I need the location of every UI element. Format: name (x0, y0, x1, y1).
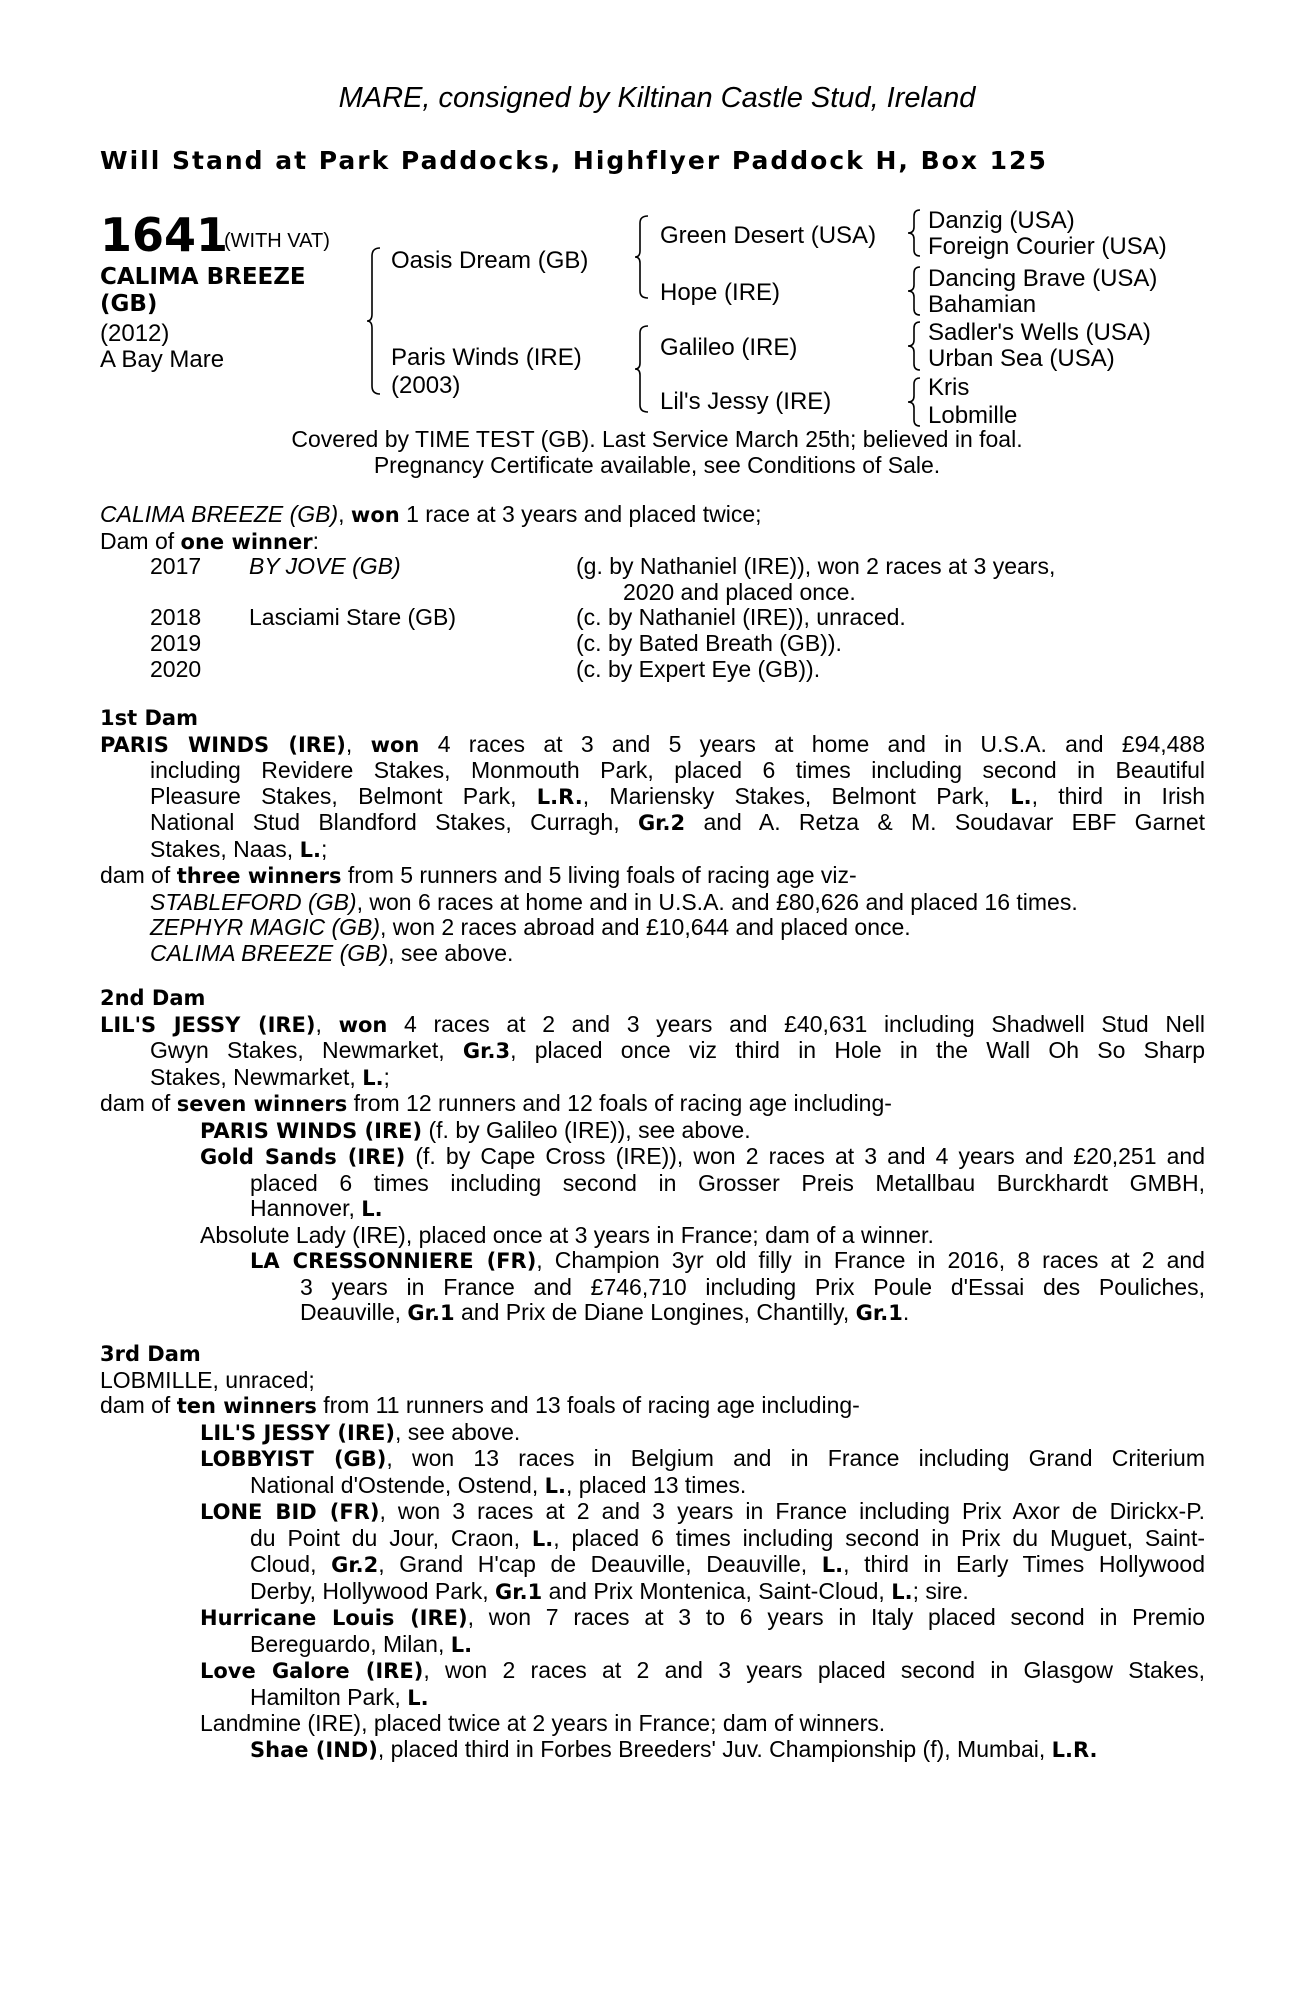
pedigree-sdd: Bahamian (928, 291, 1037, 318)
pedigree-brace-sire (634, 214, 650, 300)
consignor-line: MARE, consigned by Kiltinan Castle Stud, Ireland (338, 82, 976, 114)
progeny-text: , placed 6 times including second in Prix du Muguet, Saint- (553, 1524, 1206, 1551)
progeny-name: PARIS WINDS (IRE) (200, 1118, 423, 1143)
progeny-text: Hamilton Park, (250, 1683, 408, 1710)
race-grade: L. (891, 1579, 913, 1604)
progeny-text: (f. by Galileo (IRE)), see above. (422, 1116, 751, 1143)
progeny-text: , won 2 races abroad and £10,644 and placed once. (380, 914, 911, 940)
progeny-text: , see above. (388, 939, 514, 966)
pedigree-sds: Dancing Brave (USA) (928, 265, 1158, 292)
section-heading: 2nd Dam (100, 986, 206, 1010)
progeny-details: (c. by Expert Eye (GB)). (576, 656, 821, 682)
pedigree-ddd: Lobmille (928, 402, 1018, 429)
winners-count: seven winners (176, 1092, 348, 1116)
horse-description: A Bay Mare (100, 346, 225, 373)
progeny-text: and Prix Montenica, Saint-Cloud, (542, 1577, 892, 1604)
progeny-text: and Prix de Diane Longines, Chantilly, (454, 1299, 856, 1325)
record-colon: : (312, 527, 319, 554)
covering-note (0, 426, 1314, 478)
pedigree-brace-ss (906, 208, 922, 258)
record-text: 1 race at 3 years and placed twice; (399, 501, 762, 527)
progeny-text: Absolute Lady (IRE), placed once at 3 years in France; dam of a winner. (200, 1221, 934, 1248)
progeny-text: , Grand H'cap de Deauville, Deauville, (378, 1551, 822, 1577)
race-grade: Gr.3 (462, 1039, 511, 1063)
winners-count: ten winners (176, 1394, 317, 1418)
race-grade: L. (544, 1473, 566, 1498)
lot-number: 1641 (100, 208, 229, 262)
progeny-text: , won 13 races in Belgium and in France including Grand Criterium (386, 1445, 1206, 1471)
progeny-name: Shae (IND) (250, 1737, 378, 1762)
race-grade: L. (361, 1197, 383, 1221)
progeny-name: ZEPHYR MAGIC (GB) (150, 914, 381, 940)
record-won: won (350, 503, 400, 527)
covering-line: Covered by TIME TEST (GB). Last Service March 25th; believed in foal. (291, 426, 1023, 452)
dam-text: ; (383, 1063, 390, 1090)
second-dam-section: 2nd Dam LIL'S JESSY (IRE), won 4 races at 2 and 3 years and £40,631 including Shadwell Stud Nell Gwyn Stakes, Newmarket, Gr.3, placed once viz third in Hole in the Wall Oh So Sharp Stakes, Newmarket, L.; dam of seven winners from 12 runners and 12 foals of racing age including- PARIS WINDS (IRE) (f. by Galileo (IRE)), see above. Gold Sands (IRE) (f. by Cape Cross (IRE)), won 2 races at 3 and 4 years and £20,251 and placed 6 times including second in Grosser Preis Metallbau Burckhardt GMBH, Hannover, L. Absolute Lady (IRE), placed once at 3 years in France; dam of a winner. LA CRESSONNIERE (FR), Champion 3yr old filly in France in 2016, 8 races at 2 and 3 years in France and £746,710 including Prix Poule d'Essai des Pouliches, Deauville, Gr.1 and Prix de Diane Longines, Chantilly, Gr.1. (100, 986, 1205, 1325)
pedigree-brace-dam (634, 324, 650, 414)
dam-name: LOBMILLE, unraced; (100, 1366, 315, 1393)
pedigree-sss: Danzig (USA) (928, 207, 1075, 234)
race-grade: L. (450, 1632, 473, 1657)
race-grade: L. (531, 1526, 554, 1551)
dam-text: 4 races at 2 and 3 years and £40,631 including Shadwell Stud Nell (387, 1010, 1205, 1037)
progeny-text: Bereguardo, Milan, (250, 1630, 451, 1657)
pedigree-brace-dd (906, 376, 922, 428)
race-grade: L. (362, 1065, 384, 1090)
pedigree-brace-main (366, 246, 382, 396)
progeny-name: Lasciami Stare (GB) (249, 604, 457, 630)
progeny-details: (g. by Nathaniel (IRE)), won 2 races at 3 years, (576, 553, 1056, 579)
dam-text: National Stud Blandford Stakes, Curragh, (150, 809, 638, 835)
progeny-name: BY JOVE (GB) (249, 553, 401, 579)
progeny-text: ; sire. (912, 1577, 969, 1604)
progeny-text: Deauville, (300, 1299, 408, 1325)
vat-note: (WITH VAT) (224, 230, 330, 252)
pedigree-sire: Oasis Dream (GB) (391, 247, 589, 274)
record-winners: one winner (180, 529, 313, 554)
progeny-details-cont: 2020 and placed once. (623, 579, 856, 605)
race-grade: Gr.2 (331, 1553, 379, 1577)
race-grade: Gr.1 (495, 1579, 543, 1604)
progeny-text: Landmine (IRE), placed twice at 2 years in France; dam of winners. (200, 1710, 886, 1736)
progeny-name: Gold Sands (IRE) (200, 1145, 406, 1169)
race-grade: L.R. (1051, 1737, 1098, 1762)
progeny-year: 2018 (150, 604, 202, 630)
progeny-name: Love Galore (IRE) (200, 1659, 424, 1683)
record-horse-name: CALIMA BREEZE (GB) (100, 501, 339, 527)
progeny-text: , won 6 races at home and in U.S.A. and £80,626 and placed 16 times. (356, 888, 1078, 915)
dam-name: LIL'S JESSY (IRE) (100, 1012, 316, 1037)
dam-text: including Revidere Stakes, Monmouth Park, placed 6 times including second in Beautiful (150, 757, 1205, 783)
winners-count: three winners (176, 864, 342, 888)
progeny-text: du Point du Jour, Craon, (250, 1524, 532, 1551)
pedigree-dsd: Urban Sea (USA) (928, 345, 1115, 372)
progeny-text: , see above. (394, 1418, 521, 1445)
pedigree-dam-year: (2003) (391, 372, 461, 399)
progeny-details: (c. by Bated Breath (GB)). (576, 630, 842, 656)
progeny-text: , won 2 races at 2 and 3 years placed second in Glasgow Stakes, (423, 1657, 1205, 1683)
first-dam-section: 1st Dam PARIS WINDS (IRE), won 4 races at 3 and 5 years at home and in U.S.A. and £94,488 including Revidere Stakes, Monmouth Park, placed 6 times including second in Beautiful Pleasure Stakes, Belmont Park, L.R., Mariensky Stakes, Belmont Park, L., third in Irish National Stud Blandford Stakes, Curragh, Gr.2 and A. Retza & M. Soudavar EBF Garnet Stakes, Naas, L.; dam of three winners from 5 runners and 5 living foals of racing age viz- STABLEFORD (GB), won 6 races at home and in U.S.A. and £80,626 and placed 16 times. ZEPHYR MAGIC (GB), won 2 races abroad and £10,644 and placed once. CALIMA BREEZE (GB), see above. (100, 706, 1205, 966)
dam-text: , Mariensky Stakes, Belmont Park, (582, 782, 1011, 809)
progeny-text: . (902, 1299, 910, 1325)
progeny-text: , won 3 races at 2 and 3 years in France including Prix Axor de Dirickx-P. (379, 1498, 1205, 1524)
dam-text: Stakes, Naas, (150, 835, 300, 862)
dam-of-text: from 12 runners and 12 foals of racing age including- (347, 1090, 892, 1116)
progeny-name: Hurricane Louis (IRE) (200, 1606, 468, 1630)
dam-of: dam of (100, 862, 177, 888)
dam-text: Gwyn Stakes, Newmarket, (150, 1037, 463, 1063)
race-grade: L. (407, 1685, 429, 1710)
pregnancy-line: Pregnancy Certificate available, see Conditions of Sale. (373, 452, 941, 478)
progeny-text: , Champion 3yr old filly in France in 2016, 8 races at 2 and (536, 1247, 1205, 1273)
dam-text: 4 races at 3 and 5 years at home and in U.S.A. and £94,488 (419, 730, 1205, 757)
progeny-text: Hannover, (250, 1195, 362, 1221)
dam-won: won (338, 1012, 388, 1037)
section-heading: 3rd Dam (100, 1342, 201, 1366)
dam-text: Stakes, Newmarket, (150, 1063, 363, 1090)
dam-text: ; (320, 835, 328, 862)
progeny-year: 2020 (150, 656, 202, 682)
dam-text: and A. Retza & M. Soudavar EBF Garnet (685, 809, 1205, 835)
stand-location: Will Stand at Park Paddocks, Highflyer Paddock H, Box 125 (100, 146, 1048, 175)
progeny-text: Cloud, (250, 1551, 332, 1577)
dam-text: , placed once viz third in Hole in the Wall Oh So Sharp (510, 1037, 1205, 1063)
horse-name-country: (GB) (100, 291, 158, 317)
race-grade: L.R. (536, 784, 583, 809)
progeny-text: National d'Ostende, Ostend, (250, 1471, 545, 1498)
pedigree-brace-ds (906, 320, 922, 372)
pedigree-dss: Sadler's Wells (USA) (928, 319, 1151, 346)
progeny-text: , placed third in Forbes Breeders' Juv. Championship (f), Mumbai, (377, 1735, 1052, 1762)
progeny-name: LIL'S JESSY (IRE) (200, 1420, 395, 1445)
dam-text: Pleasure Stakes, Belmont Park, (150, 782, 537, 809)
third-dam-section (100, 1342, 1205, 1763)
race-grade: L. (299, 837, 321, 862)
pedigree-sire-dam: Hope (IRE) (660, 279, 781, 306)
pedigree-dam: Paris Winds (IRE) (391, 344, 582, 371)
dam-of: dam of (100, 1392, 177, 1418)
progeny-text: , third in Early Times Hollywood (843, 1551, 1205, 1577)
race-record: CALIMA BREEZE (GB), won 1 race at 3 years and placed twice; Dam of one winner: (100, 501, 762, 554)
pedigree-dam-dam: Lil's Jessy (IRE) (660, 388, 832, 415)
horse-year: (2012) (100, 320, 170, 347)
race-grade: L. (821, 1553, 844, 1577)
progeny-name: LONE BID (FR) (200, 1500, 380, 1524)
progeny-text: (f. by Cape Cross (IRE)), won 2 races at 3 and 4 years and £20,251 and (405, 1143, 1205, 1169)
progeny-name: LA CRESSONNIERE (FR) (250, 1249, 537, 1273)
dam-of-text: from 5 runners and 5 living foals of racing age viz- (341, 862, 857, 888)
dam-of: dam of (100, 1090, 177, 1116)
race-grade: Gr.2 (637, 811, 686, 835)
progeny-text: , won 7 races at 3 to 6 years in Italy placed second in Premio (467, 1604, 1206, 1630)
pedigree-brace-sd (906, 265, 922, 317)
dam-name: PARIS WINDS (IRE) (100, 732, 346, 757)
progeny-name: CALIMA BREEZE (GB) (150, 939, 389, 966)
dam-text: , third in Irish (1031, 782, 1205, 809)
pedigree-dam-sire: Galileo (IRE) (660, 334, 798, 361)
pedigree-sire-sire: Green Desert (USA) (660, 222, 877, 249)
pedigree-dds: Kris (928, 374, 970, 401)
progeny-year: 2017 (150, 553, 202, 579)
progeny-name: LOBBYIST (GB) (200, 1447, 387, 1471)
dam-of-text: from 11 runners and 13 foals of racing age including- (316, 1392, 860, 1418)
race-grade: Gr.1 (855, 1301, 903, 1325)
race-grade: L. (1010, 784, 1032, 809)
progeny-details: (c. by Nathaniel (IRE)), unraced. (576, 604, 906, 630)
pedigree-ssd: Foreign Courier (USA) (928, 233, 1167, 260)
progeny-text: Derby, Hollywood Park, (250, 1577, 495, 1604)
dam-won: won (370, 732, 420, 757)
race-grade: Gr.1 (407, 1301, 455, 1325)
record-dam-of: Dam of (100, 527, 181, 554)
section-heading: 1st Dam (100, 706, 198, 730)
horse-name: CALIMA BREEZE (100, 264, 306, 290)
progeny-name: STABLEFORD (GB) (150, 888, 357, 915)
progeny-text: 3 years in France and £746,710 including Prix Poule d'Essai des Pouliches, (300, 1273, 1205, 1300)
progeny-text: , placed 13 times. (565, 1471, 747, 1498)
progeny-year: 2019 (150, 630, 202, 656)
progeny-text: placed 6 times including second in Grosser Preis Metallbau Burckhardt GMBH, (250, 1169, 1205, 1196)
